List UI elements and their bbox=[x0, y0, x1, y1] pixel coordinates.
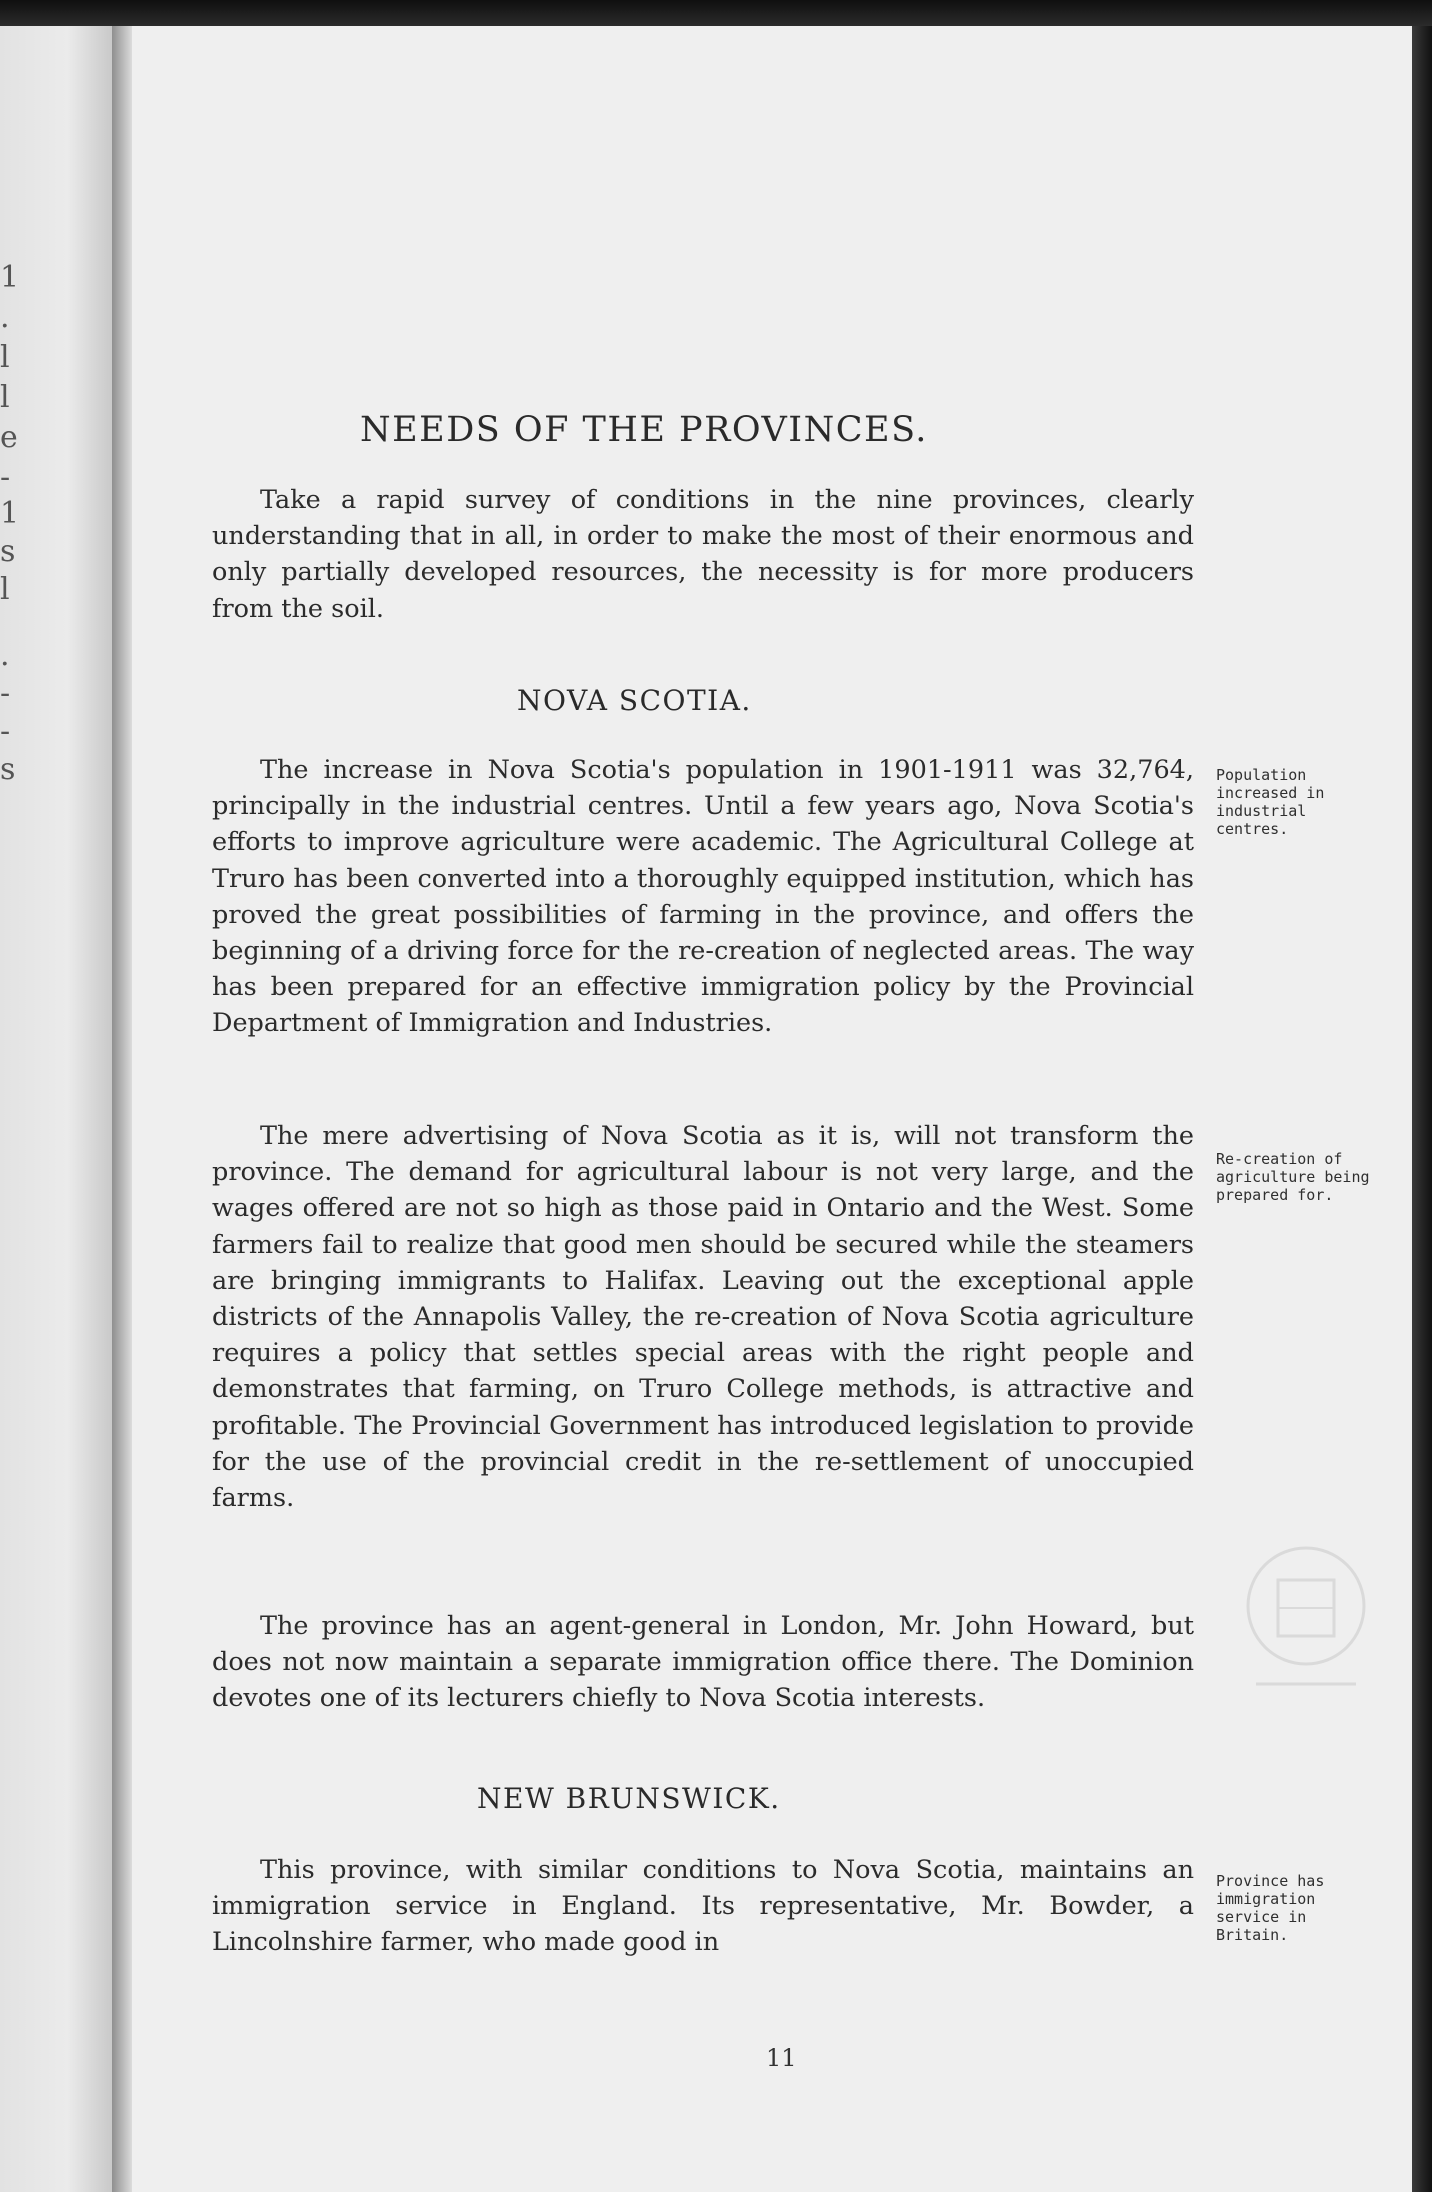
new-brunswick-paragraph-1: This province, with similar conditions to Nova Scotia, maintains an immigration service in England. Its representative, Mr. Bowder, a Lincolnshire farmer, who made good in bbox=[212, 1855, 1194, 1958]
prev-page-fragment: - bbox=[0, 676, 9, 711]
library-stamp-mark bbox=[1236, 1536, 1376, 1706]
prev-page-fragment: s bbox=[0, 534, 14, 569]
intro-paragraph: Take a rapid survey of conditions in the nine provinces, clearly understanding that in all, in order to make the most of their enormous and only partially developed resources, the necessity is for more producers from the soil. bbox=[212, 485, 1194, 624]
prev-page-fragment: s bbox=[0, 752, 14, 787]
prev-page-fragment: l bbox=[0, 340, 8, 375]
prev-page-fragment: l bbox=[0, 572, 8, 607]
section-heading-nova-scotia: NOVA SCOTIA. bbox=[517, 684, 752, 717]
main-heading: NEEDS OF THE PROVINCES. bbox=[360, 410, 928, 450]
section-heading-new-brunswick: NEW BRUNSWICK. bbox=[477, 1782, 781, 1815]
prev-page-fragment: 1 bbox=[0, 496, 18, 531]
book-page bbox=[132, 26, 1412, 2192]
scanner-right-edge bbox=[1412, 26, 1432, 2192]
nova-scotia-paragraph-3: The province has an agent-general in London, Mr. John Howard, but does not now maintain a separate immigration office there. The Dominion devotes one of its lecturers chiefly to Nova Scotia interests. bbox=[212, 1611, 1194, 1714]
nova-scotia-paragraph-1: The increase in Nova Scotia's population in 1901-1911 was 32,764, principally in the industrial centres. Until a few years ago, Nova Scotia's efforts to improve agriculture were academic. The Agricultural College at Truro has been converted into a thoroughly equipped institution, which has proved the great possibilities of farming in the province, and offers the beginning of a driving force for the re-creation of neglected areas. The way has been prepared for an effective immigration policy by the Provincial Department of Immigration and Industries. bbox=[212, 755, 1194, 1039]
prev-page-fragment: e bbox=[0, 420, 16, 455]
margin-note-immigration-service: Province has immigration service in Britain. bbox=[1216, 1872, 1325, 1944]
previous-page-edge bbox=[0, 26, 112, 2192]
prev-page-fragment: 1 bbox=[0, 260, 18, 295]
prev-page-fragment: - bbox=[0, 460, 9, 495]
nova-scotia-paragraph-2: The mere advertising of Nova Scotia as it is, will not transform the province. The demand for agricultural labour is not very large, and the wages offered are not so high as those paid in Ontario and the West. Some farmers fail to realize that good men should be secured while the steamers are bringing immigrants to Halifax. Leaving out the exceptional apple districts of the Annapolis Valley, the re-creation of Nova Scotia agriculture requires a policy that settles special areas with the right people and demonstrates that farming, on Truro College methods, is attractive and profitable. The Provincial Government has introduced legislation to provide for the use of the provincial credit in the re-settlement of unoccupied farms. bbox=[212, 1121, 1194, 1514]
margin-note-recreation: Re-creation of agriculture being prepared for. bbox=[1216, 1150, 1370, 1204]
prev-page-fragment: l bbox=[0, 380, 8, 415]
book-gutter bbox=[112, 26, 132, 2192]
prev-page-fragment: . bbox=[0, 638, 8, 673]
prev-page-fragment: - bbox=[0, 714, 9, 749]
page-number: 11 bbox=[766, 2044, 797, 2072]
margin-note-population: Population increased in industrial centres. bbox=[1216, 766, 1325, 838]
scanner-top-edge bbox=[0, 0, 1432, 26]
prev-page-fragment: . bbox=[0, 300, 8, 335]
